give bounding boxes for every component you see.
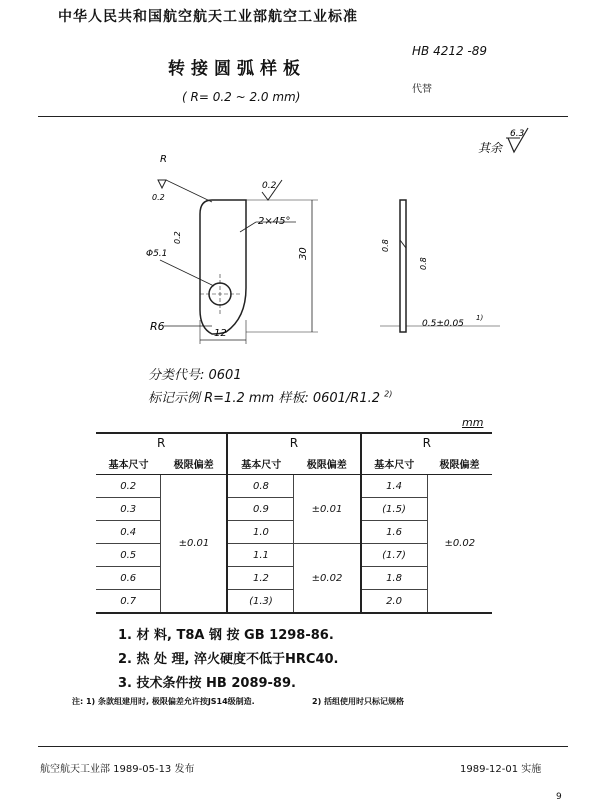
label-chamfer: 2×45° (258, 216, 291, 227)
label-r-roughness: 0.2 (152, 193, 165, 202)
table-cell: ±0.02 (427, 475, 492, 614)
table-cell: 0.5 (96, 544, 161, 567)
group1-head: R (96, 433, 227, 452)
table-cell: 1.6 (361, 521, 428, 544)
label-thickness-note: 1) (476, 314, 484, 322)
footnote-1: 注: 1) 条款组建用时, 极限偏差允许按JS14级制造. (72, 697, 255, 706)
marking-example-text: 标记示例 R=1.2 mm 样板: 0601/R1.2 (148, 391, 381, 406)
note-3: 3. 技术条件按 HB 2089-89. (118, 676, 296, 691)
size-table (96, 432, 492, 614)
standard-number: HB 4212 -89 (412, 44, 488, 58)
table-cell: 1.4 (361, 475, 428, 498)
template-outline (200, 200, 246, 334)
label-side-roughness: 0.2 (173, 231, 182, 244)
table-cell: 0.3 (96, 498, 161, 521)
roughness-value: 6.3 (510, 129, 525, 139)
note-2: 2. 热 处 理, 淬火硬度不低于HRC40. (118, 652, 339, 667)
table-cell: (1.5) (361, 498, 428, 521)
table-cell: 1.8 (361, 567, 428, 590)
note-1: 1. 材 料, T8A 钢 按 GB 1298-86. (118, 628, 334, 643)
table-cell: 1.0 (227, 521, 294, 544)
table-cell: (1.7) (361, 544, 428, 567)
col-tol-1: 极限偏差 (161, 452, 228, 475)
technical-drawing (0, 120, 600, 350)
table-cell: 0.2 (96, 475, 161, 498)
col-tol-2: 极限偏差 (294, 452, 361, 475)
table-cell: ±0.01 (161, 475, 228, 614)
other-roughness-label: 其余 (478, 141, 503, 155)
table-cell: 0.7 (96, 590, 161, 614)
table-cell: 2.0 (361, 590, 428, 614)
col-tol-3: 极限偏差 (427, 452, 492, 475)
table-cell: 0.4 (96, 521, 161, 544)
label-side-08a: 0.8 (381, 239, 390, 252)
table-cell: 1.2 (227, 567, 294, 590)
page-number: 9 (556, 792, 562, 802)
table-cell: 1.1 (227, 544, 294, 567)
table-cell: ±0.02 (294, 544, 361, 614)
table-cell: 0.9 (227, 498, 294, 521)
unit-label: mm (462, 416, 484, 429)
table-cell: (1.3) (227, 590, 294, 614)
footer-rule (38, 746, 568, 747)
table-cell: ±0.01 (294, 475, 361, 544)
classification-code: 分类代号: 0601 (148, 368, 242, 383)
col-basic-1: 基本尺寸 (96, 452, 161, 475)
side-view-outline (400, 200, 406, 332)
col-basic-3: 基本尺寸 (361, 452, 428, 475)
label-r: R (160, 154, 167, 165)
table-cell: 0.6 (96, 567, 161, 590)
document-title: 转接圆弧样板 (168, 59, 306, 79)
label-height: 30 (298, 247, 309, 260)
col-basic-2: 基本尺寸 (227, 452, 294, 475)
footnote-2: 2) 括组使用时只标记规格 (312, 697, 405, 706)
header-rule (38, 116, 568, 117)
label-r6: R6 (150, 320, 165, 333)
issuing-organization: 中华人民共和国航空航天工业部航空工业标准 (58, 9, 358, 25)
group3-head: R (361, 433, 493, 452)
replaces-label: 代替 (412, 84, 432, 95)
label-hole: Φ5.1 (146, 249, 168, 259)
group2-head: R (227, 433, 360, 452)
marking-note: 2) (384, 389, 393, 399)
label-width: 12 (214, 328, 227, 339)
implementation-date: 1989-12-01 实施 (460, 764, 542, 775)
table-cell: 0.8 (227, 475, 294, 498)
marking-example (148, 387, 392, 406)
label-top-roughness: 0.2 (262, 181, 277, 191)
label-side-08b: 0.8 (419, 257, 428, 270)
document-subtitle: ( R= 0.2 ~ 2.0 mm) (182, 90, 301, 104)
label-thickness: 0.5±0.05 (422, 319, 464, 329)
issue-date: 航空航天工业部 1989-05-13 发布 (40, 764, 195, 775)
